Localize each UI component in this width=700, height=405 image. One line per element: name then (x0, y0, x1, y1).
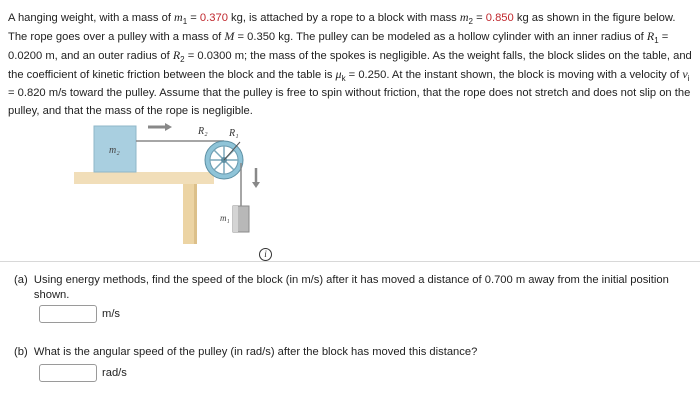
part-a-letter: (a) (14, 274, 28, 286)
part-b-answer-row (39, 364, 127, 382)
table-top (74, 172, 214, 184)
problem-statement: A hanging weight, with a mass of $m_1 = 0.370$ kg, is attached by a rope to a block with mass $m_2 = 0.850$ kg as shown in the figure below. The rope goes over a pulley with a mass of M = 0.350 kg. The pulley can be modeled as a hollow cylinder with an inner radius of $R_1 = 0.0200$ m, and an outer radius of $R_2 = 0.0300$ m; the mass of the spokes is negligible. As the weight falls, the block slides on the table, and the coefficient of kinetic friction between the block and the table is $\mu_k = 0.250$. At the instant shown, the block is moving with a velocity of $v_i = 0.820$ m/s toward the pulley. Assume that the pulley is free to spin without friction, that the rope does not stretch and does not slip on the pulley, and that the mass of the rope is negligible. (8, 10, 692, 117)
pulley-diagram (0, 115, 300, 245)
info-icon[interactable]: i (259, 248, 272, 261)
block-label: m₂ (109, 145, 120, 156)
r2-label: R₂ (198, 126, 208, 137)
part-b (14, 345, 674, 360)
weight-label: m₁ (220, 213, 230, 223)
part-b-letter: (b) (14, 346, 28, 358)
part-a-question: Using energy methods, find the speed of the block (in m/s) after it has moved a distance of 0.700 m away from the initial position shown. (33, 274, 669, 301)
m1-value: 0.370 (199, 12, 228, 24)
part-b-unit: rad/s (102, 367, 127, 379)
part-a-answer-row (39, 305, 120, 323)
part-a-answer-input[interactable] (39, 305, 97, 323)
part-b-answer-input[interactable] (39, 364, 97, 382)
section-divider (0, 261, 700, 262)
part-b-question: What is the angular speed of the pulley (in rad/s) after the block has moved this distance? (33, 346, 478, 358)
r1-label: R₁ (229, 128, 239, 139)
m2-value: 0.850 (485, 12, 514, 24)
part-a (14, 273, 674, 303)
part-a-unit: m/s (102, 308, 121, 320)
